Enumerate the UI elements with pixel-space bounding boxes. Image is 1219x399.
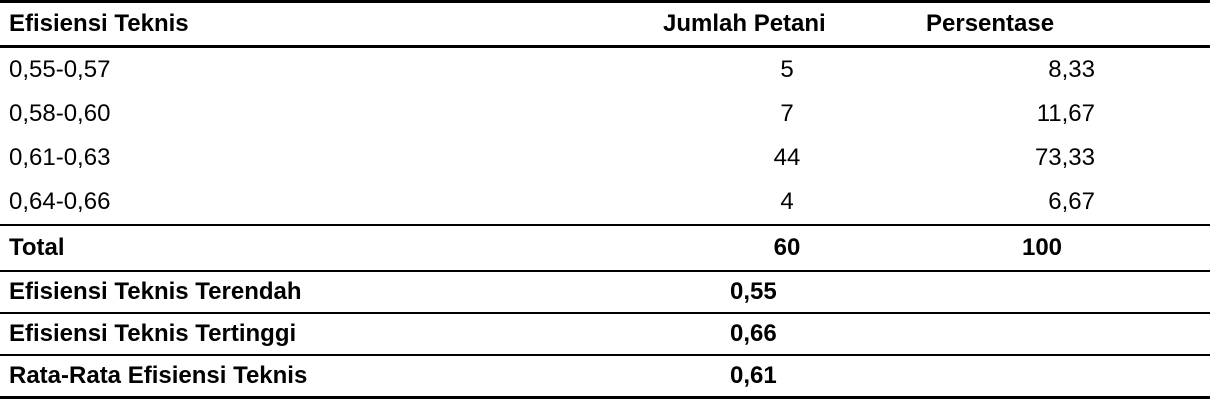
stat-value: 0,66 <box>650 313 924 355</box>
stat-label: Efisiensi Teknis Terendah <box>0 271 650 313</box>
table-row <box>0 180 1210 225</box>
header-persentase: Persentase <box>924 2 1210 47</box>
cell-percent: 8,33 <box>1048 56 1095 83</box>
cell-range: 0,55-0,57 <box>9 56 111 83</box>
stat-label: Efisiensi Teknis Tertinggi <box>0 313 650 355</box>
cell-percent: 11,67 <box>1036 100 1095 127</box>
table-body <box>0 47 1210 398</box>
cell-count: 5 <box>780 56 794 83</box>
cell-count: 7 <box>780 100 794 127</box>
cell-range: 0,58-0,60 <box>9 100 111 127</box>
header-efisiensi-teknis: Efisiensi Teknis <box>0 2 650 47</box>
cell-count: 4 <box>780 188 794 215</box>
stat-row-highest <box>0 313 1210 355</box>
table-row <box>0 136 1210 180</box>
table-row <box>0 47 1210 93</box>
header-row <box>0 2 1210 47</box>
stat-empty <box>924 313 1210 355</box>
stat-value: 0,55 <box>650 271 924 313</box>
cell-percent: 6,67 <box>1048 188 1095 215</box>
total-row <box>0 225 1210 271</box>
total-label: Total <box>0 225 650 271</box>
cell-count: 44 <box>773 144 801 171</box>
stat-empty <box>924 271 1210 313</box>
stat-label: Rata-Rata Efisiensi Teknis <box>0 355 650 398</box>
cell-percent: 73,33 <box>1034 144 1095 171</box>
header-jumlah-petani: Jumlah Petani <box>650 2 924 47</box>
cell-range: 0,61-0,63 <box>9 144 111 171</box>
total-percent: 100 <box>924 225 1210 271</box>
cell-range: 0,64-0,66 <box>9 188 111 215</box>
stat-row-lowest <box>0 271 1210 313</box>
stat-value: 0,61 <box>650 355 924 398</box>
table-row <box>0 92 1210 136</box>
table-header <box>0 2 1210 47</box>
stat-row-average <box>0 355 1210 398</box>
stat-empty <box>924 355 1210 398</box>
total-count: 60 <box>650 225 924 271</box>
